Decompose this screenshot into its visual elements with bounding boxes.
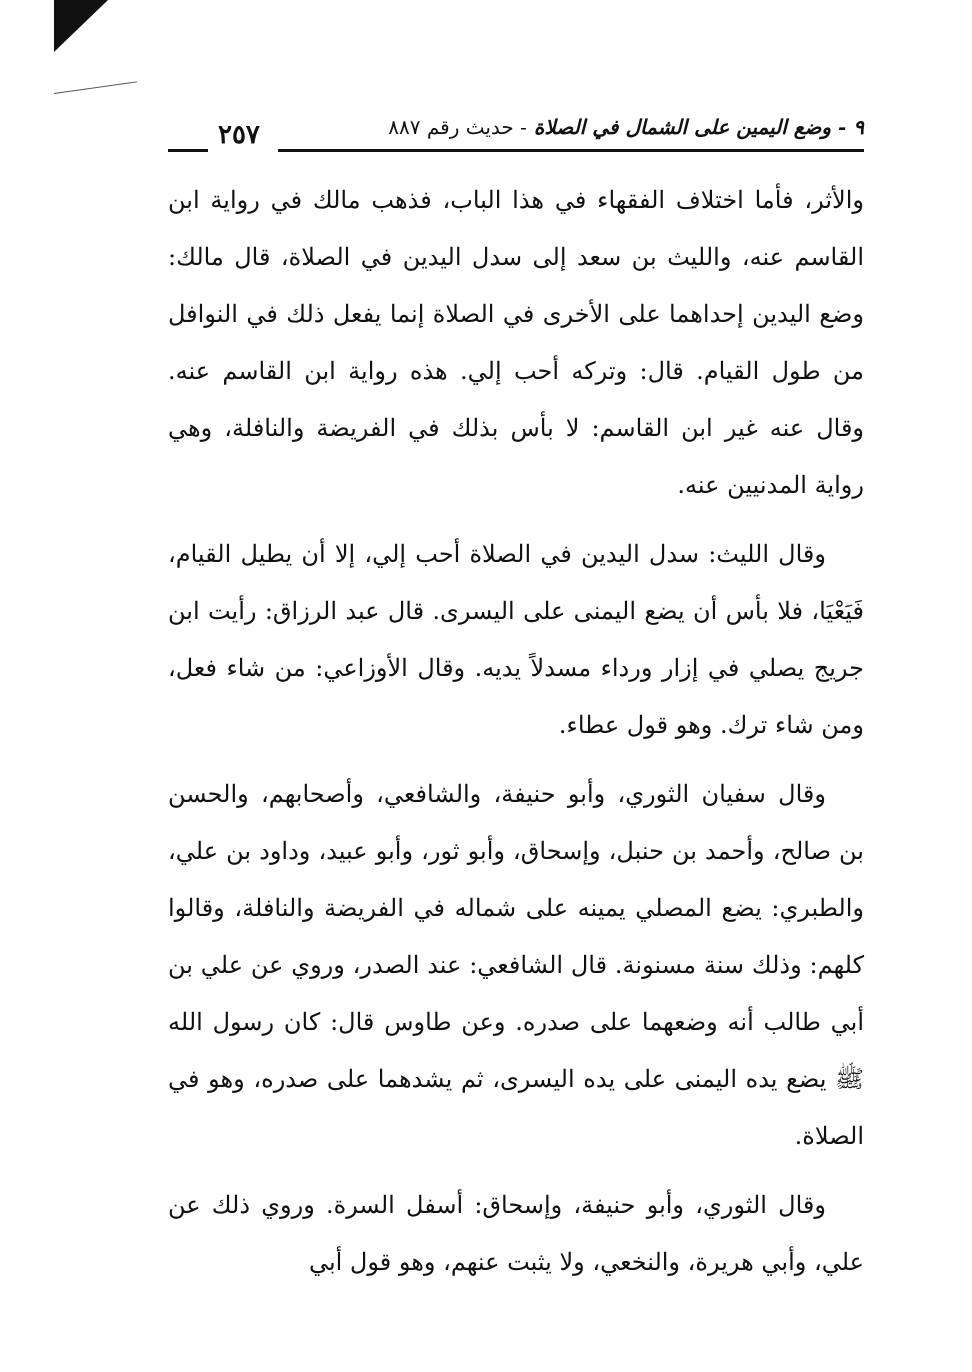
paragraph-2: وقال الليث: سدل اليدين في الصلاة أحب إلي، إلا أن يطيل القيام، فَيَعْيَا، فلا بأس أن يضع اليمنى على اليسرى. قال عبد الرزاق: رأيت ابن جريج يصلي في إزار ورداء مسدلاً يديه. وقال الأوزاعي: من شاء فعل، ومن شاء ترك. وهو قول عطاء. <box>168 540 864 739</box>
scan-artifact-line <box>54 81 137 94</box>
page-body <box>168 172 864 1303</box>
paragraph-3: وقال سفيان الثوري، وأبو حنيفة، والشافعي، وأصحابهم، والحسن بن صالح، وأحمد بن حنبل، وإسحاق، وأبو ثور، وأبو عبيد، وداود بن علي، والطبري: يضع المصلي يمينه على شماله في الفريضة والنافلة، وقالوا كلهم: وذلك سنة مسنونة. قال الشافعي: عند الصدر، وروي عن علي بن أبي طالب أنه وضعهما على صدره. وعن طاوس قال: كان رسول الله ﷺ يضع يده اليمنى على يده اليسرى، ثم يشدهما على صدره، وهو في الصلاة. <box>168 780 865 1150</box>
running-title <box>388 112 864 142</box>
header-rule <box>278 149 864 152</box>
chapter-title: ٩ - وضع اليمين على الشمال في الصلاة <box>533 115 864 139</box>
page-header <box>168 112 864 152</box>
paragraph-1: والأثر، فأما اختلاف الفقهاء في هذا الباب، فذهب مالك في رواية ابن القاسم عنه، والليث بن سعد إلى سدل اليدين في الصلاة، قال مالك: وضع اليدين إحداهما على الأخرى في الصلاة إنما يفعل ذلك في النوافل من طول القيام. قال: وتركه أحب إلي. هذه رواية ابن القاسم عنه. وقال عنه غير ابن القاسم: لا بأس بذلك في الفريضة والنافلة، وهي رواية المدنيين عنه. <box>168 186 864 499</box>
hadith-reference: - حديث رقم ٨٨٧ <box>388 115 527 139</box>
header-dash <box>168 149 208 152</box>
paragraph-4: وقال الثوري، وأبو حنيفة، وإسحاق: أسفل السرة. وروي ذلك عن علي، وأبي هريرة، والنخعي، ولا يثبت عنهم، وهو قول أبي <box>168 1191 864 1276</box>
scan-corner-mark <box>54 0 108 52</box>
page-number: ٢٥٧ <box>218 120 260 150</box>
